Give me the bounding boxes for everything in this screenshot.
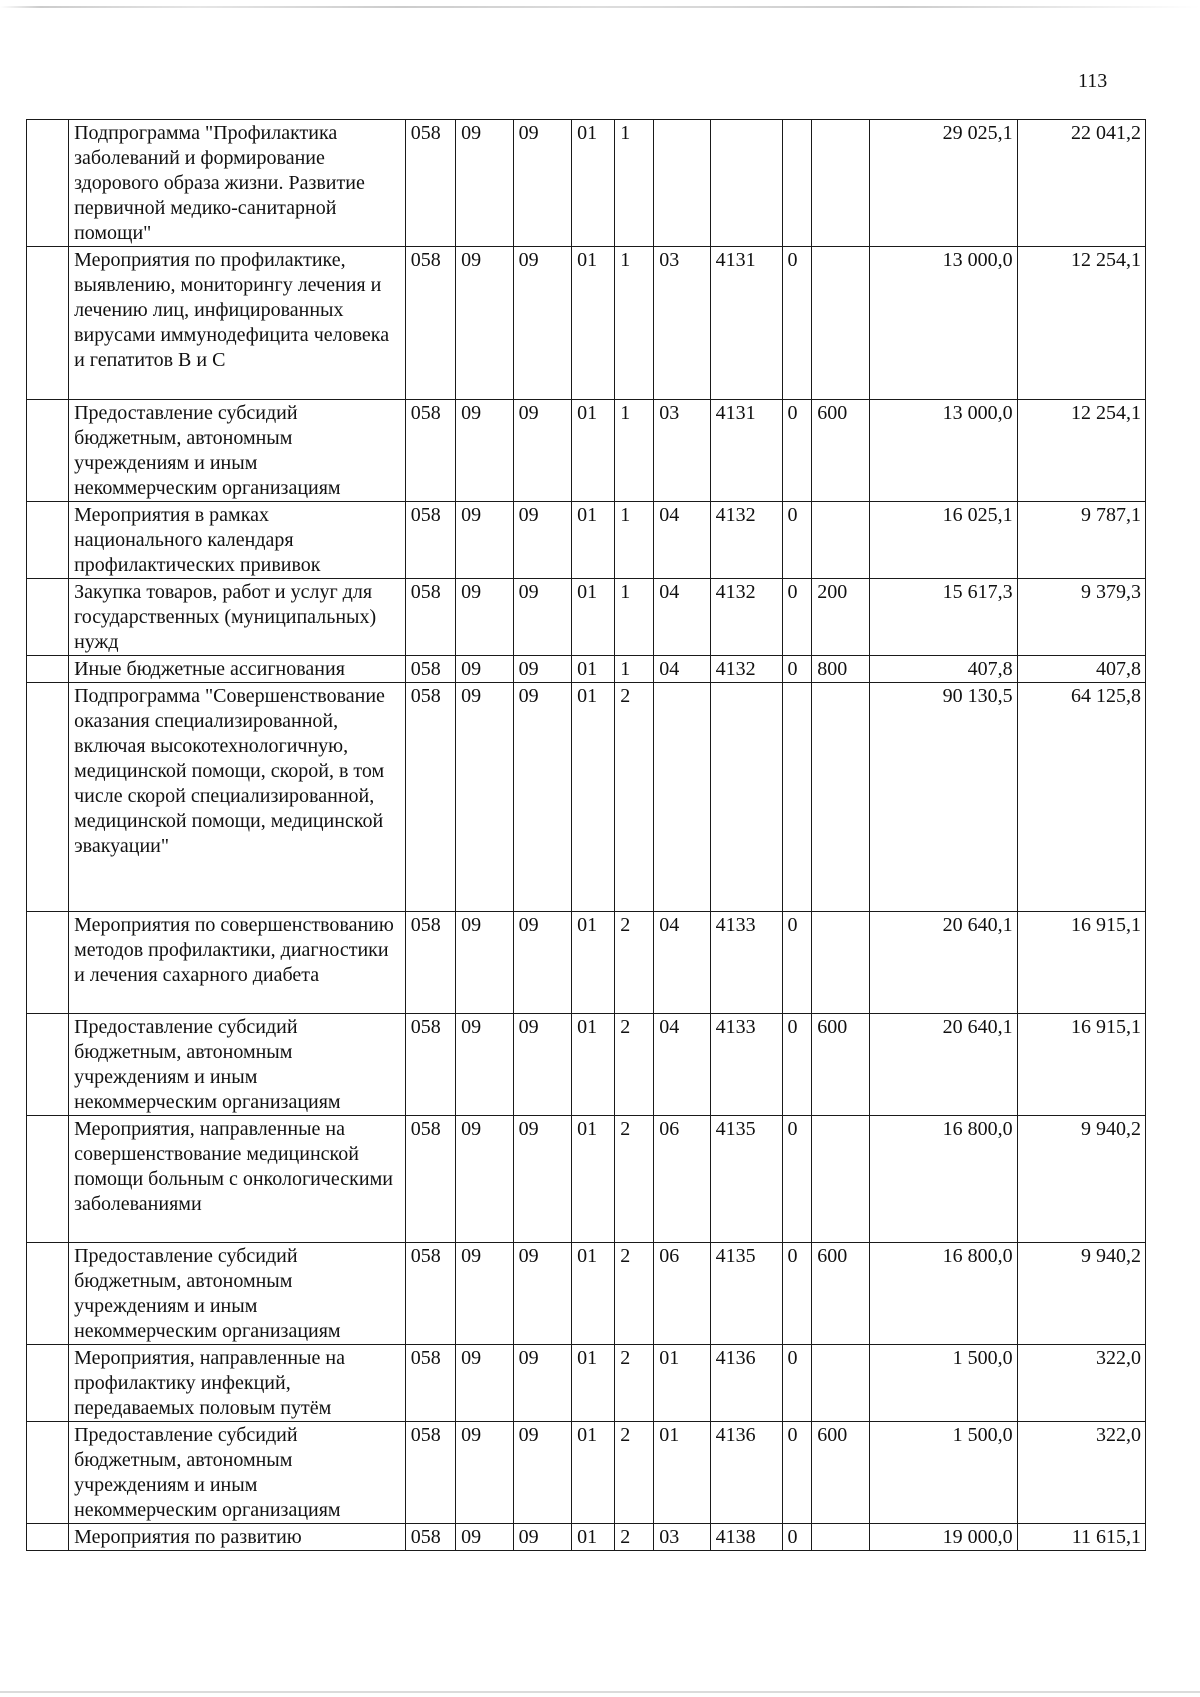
- table-row: [27, 120, 1146, 247]
- extra-code-cell: 0: [782, 502, 812, 579]
- expense-type-cell: [812, 1524, 869, 1551]
- event-code-cell: [654, 683, 710, 912]
- ministry-code-cell: 058: [405, 1524, 455, 1551]
- event-code-cell: 03: [654, 247, 710, 400]
- expense-type-cell: [812, 912, 869, 1014]
- amount-executed-cell: 64 125,8: [1017, 683, 1145, 912]
- direction-code-cell: 4136: [710, 1345, 782, 1422]
- expense-type-cell: [812, 120, 869, 247]
- amount-planned-cell: 13 000,0: [869, 247, 1017, 400]
- extra-code-cell: 0: [782, 1014, 812, 1116]
- row-number-cell: [27, 912, 69, 1014]
- row-name-cell: Мероприятия, направленные на совершенствование медицинской помощи больным с онкологическими заболеваниями: [69, 1116, 406, 1243]
- program-code-cell: 01: [572, 912, 615, 1014]
- expense-type-cell: [812, 502, 869, 579]
- expense-type-cell: 200: [812, 579, 869, 656]
- table-row: [27, 1345, 1146, 1422]
- subprogram-code-cell: 1: [615, 579, 654, 656]
- table-row: [27, 1243, 1146, 1345]
- amount-planned-cell: 90 130,5: [869, 683, 1017, 912]
- direction-code-cell: 4132: [710, 502, 782, 579]
- subsection-code-cell: 09: [513, 1116, 572, 1243]
- row-name-cell: Мероприятия по развитию: [69, 1524, 406, 1551]
- subprogram-code-cell: 2: [615, 683, 654, 912]
- amount-planned-cell: 16 025,1: [869, 502, 1017, 579]
- scan-bottom-edge: [0, 1691, 1200, 1693]
- subprogram-code-cell: 2: [615, 1243, 654, 1345]
- ministry-code-cell: 058: [405, 579, 455, 656]
- expense-type-cell: [812, 683, 869, 912]
- amount-executed-cell: 322,0: [1017, 1422, 1145, 1524]
- event-code-cell: 04: [654, 656, 710, 683]
- subprogram-code-cell: 2: [615, 1524, 654, 1551]
- row-number-cell: [27, 400, 69, 502]
- table-row: [27, 1014, 1146, 1116]
- expense-type-cell: [812, 247, 869, 400]
- table-row: [27, 1422, 1146, 1524]
- row-number-cell: [27, 1014, 69, 1116]
- row-name-cell: Подпрограмма "Совершенствование оказания специализированной, включая высокотехнологичную, медицинской помощи, скорой, в том числе скорой специализированной, медицинской помощи, медицинской эвакуации": [69, 683, 406, 912]
- row-number-cell: [27, 1524, 69, 1551]
- event-code-cell: 06: [654, 1116, 710, 1243]
- section-code-cell: 09: [456, 1422, 513, 1524]
- expense-type-cell: 600: [812, 400, 869, 502]
- direction-code-cell: 4138: [710, 1524, 782, 1551]
- ministry-code-cell: 058: [405, 1345, 455, 1422]
- subsection-code-cell: 09: [513, 912, 572, 1014]
- ministry-code-cell: 058: [405, 683, 455, 912]
- expense-type-cell: 600: [812, 1014, 869, 1116]
- program-code-cell: 01: [572, 579, 615, 656]
- table-row: [27, 1116, 1146, 1243]
- direction-code-cell: 4135: [710, 1243, 782, 1345]
- expense-type-cell: [812, 1345, 869, 1422]
- extra-code-cell: 0: [782, 912, 812, 1014]
- section-code-cell: 09: [456, 502, 513, 579]
- direction-code-cell: 4132: [710, 579, 782, 656]
- amount-executed-cell: 22 041,2: [1017, 120, 1145, 247]
- row-name-cell: Предоставление субсидий бюджетным, автономным учреждениям и иным некоммерческим организациям: [69, 1014, 406, 1116]
- extra-code-cell: 0: [782, 1345, 812, 1422]
- table-row: [27, 1524, 1146, 1551]
- amount-planned-cell: 407,8: [869, 656, 1017, 683]
- direction-code-cell: [710, 120, 782, 247]
- extra-code-cell: 0: [782, 579, 812, 656]
- extra-code-cell: [782, 120, 812, 247]
- subsection-code-cell: 09: [513, 1422, 572, 1524]
- row-name-cell: Мероприятия в рамках национального календаря профилактических прививок: [69, 502, 406, 579]
- section-code-cell: 09: [456, 683, 513, 912]
- direction-code-cell: 4132: [710, 656, 782, 683]
- amount-executed-cell: 9 940,2: [1017, 1116, 1145, 1243]
- ministry-code-cell: 058: [405, 656, 455, 683]
- row-number-cell: [27, 1422, 69, 1524]
- direction-code-cell: [710, 683, 782, 912]
- ministry-code-cell: 058: [405, 502, 455, 579]
- row-name-cell: Предоставление субсидий бюджетным, автономным учреждениям и иным некоммерческим организациям: [69, 400, 406, 502]
- row-number-cell: [27, 120, 69, 247]
- event-code-cell: 06: [654, 1243, 710, 1345]
- expense-type-cell: 600: [812, 1243, 869, 1345]
- amount-executed-cell: 9 379,3: [1017, 579, 1145, 656]
- extra-code-cell: 0: [782, 1524, 812, 1551]
- subprogram-code-cell: 1: [615, 656, 654, 683]
- program-code-cell: 01: [572, 1524, 615, 1551]
- section-code-cell: 09: [456, 400, 513, 502]
- subsection-code-cell: 09: [513, 1014, 572, 1116]
- program-code-cell: 01: [572, 1116, 615, 1243]
- program-code-cell: 01: [572, 1243, 615, 1345]
- program-code-cell: 01: [572, 1345, 615, 1422]
- table-row: [27, 400, 1146, 502]
- section-code-cell: 09: [456, 1116, 513, 1243]
- row-number-cell: [27, 502, 69, 579]
- amount-executed-cell: 16 915,1: [1017, 1014, 1145, 1116]
- extra-code-cell: 0: [782, 400, 812, 502]
- amount-executed-cell: 9 787,1: [1017, 502, 1145, 579]
- amount-planned-cell: 16 800,0: [869, 1243, 1017, 1345]
- ministry-code-cell: 058: [405, 1422, 455, 1524]
- section-code-cell: 09: [456, 1345, 513, 1422]
- event-code-cell: 04: [654, 579, 710, 656]
- subsection-code-cell: 09: [513, 1524, 572, 1551]
- ministry-code-cell: 058: [405, 120, 455, 247]
- section-code-cell: 09: [456, 1524, 513, 1551]
- event-code-cell: [654, 120, 710, 247]
- ministry-code-cell: 058: [405, 912, 455, 1014]
- event-code-cell: 01: [654, 1422, 710, 1524]
- amount-executed-cell: 12 254,1: [1017, 400, 1145, 502]
- subsection-code-cell: 09: [513, 579, 572, 656]
- table-row: [27, 683, 1146, 912]
- subprogram-code-cell: 2: [615, 912, 654, 1014]
- section-code-cell: 09: [456, 120, 513, 247]
- extra-code-cell: 0: [782, 1116, 812, 1243]
- extra-code-cell: 0: [782, 1243, 812, 1345]
- section-code-cell: 09: [456, 247, 513, 400]
- table-row: [27, 247, 1146, 400]
- table-row: [27, 579, 1146, 656]
- amount-planned-cell: 15 617,3: [869, 579, 1017, 656]
- amount-executed-cell: 322,0: [1017, 1345, 1145, 1422]
- amount-planned-cell: 1 500,0: [869, 1422, 1017, 1524]
- amount-planned-cell: 20 640,1: [869, 1014, 1017, 1116]
- extra-code-cell: 0: [782, 1422, 812, 1524]
- table-body: [27, 120, 1146, 1551]
- subprogram-code-cell: 2: [615, 1345, 654, 1422]
- subprogram-code-cell: 1: [615, 502, 654, 579]
- section-code-cell: 09: [456, 579, 513, 656]
- event-code-cell: 01: [654, 1345, 710, 1422]
- scan-top-edge: [0, 6, 1200, 8]
- page-number: 113: [1078, 70, 1108, 92]
- amount-planned-cell: 1 500,0: [869, 1345, 1017, 1422]
- subprogram-code-cell: 2: [615, 1422, 654, 1524]
- direction-code-cell: 4133: [710, 912, 782, 1014]
- row-number-cell: [27, 247, 69, 400]
- amount-executed-cell: 16 915,1: [1017, 912, 1145, 1014]
- amount-planned-cell: 19 000,0: [869, 1524, 1017, 1551]
- row-name-cell: Мероприятия по совершенствованию методов профилактики, диагностики и лечения сахарного диабета: [69, 912, 406, 1014]
- subprogram-code-cell: 2: [615, 1014, 654, 1116]
- row-number-cell: [27, 1116, 69, 1243]
- program-code-cell: 01: [572, 683, 615, 912]
- expense-type-cell: 600: [812, 1422, 869, 1524]
- amount-executed-cell: 12 254,1: [1017, 247, 1145, 400]
- subsection-code-cell: 09: [513, 1345, 572, 1422]
- row-number-cell: [27, 683, 69, 912]
- event-code-cell: 04: [654, 502, 710, 579]
- program-code-cell: 01: [572, 1422, 615, 1524]
- ministry-code-cell: 058: [405, 400, 455, 502]
- subprogram-code-cell: 2: [615, 1116, 654, 1243]
- subprogram-code-cell: 1: [615, 247, 654, 400]
- direction-code-cell: 4136: [710, 1422, 782, 1524]
- subprogram-code-cell: 1: [615, 400, 654, 502]
- amount-planned-cell: 16 800,0: [869, 1116, 1017, 1243]
- ministry-code-cell: 058: [405, 1243, 455, 1345]
- extra-code-cell: 0: [782, 656, 812, 683]
- expense-type-cell: [812, 1116, 869, 1243]
- subsection-code-cell: 09: [513, 1243, 572, 1345]
- table-row: [27, 502, 1146, 579]
- row-name-cell: Закупка товаров, работ и услуг для государственных (муниципальных) нужд: [69, 579, 406, 656]
- direction-code-cell: 4133: [710, 1014, 782, 1116]
- program-code-cell: 01: [572, 1014, 615, 1116]
- ministry-code-cell: 058: [405, 1014, 455, 1116]
- subsection-code-cell: 09: [513, 247, 572, 400]
- amount-planned-cell: 29 025,1: [869, 120, 1017, 247]
- table-row: [27, 656, 1146, 683]
- amount-planned-cell: 13 000,0: [869, 400, 1017, 502]
- budget-table: [26, 119, 1146, 1551]
- event-code-cell: 04: [654, 912, 710, 1014]
- program-code-cell: 01: [572, 656, 615, 683]
- amount-executed-cell: 407,8: [1017, 656, 1145, 683]
- amount-executed-cell: 9 940,2: [1017, 1243, 1145, 1345]
- expense-type-cell: 800: [812, 656, 869, 683]
- event-code-cell: 03: [654, 1524, 710, 1551]
- subsection-code-cell: 09: [513, 502, 572, 579]
- program-code-cell: 01: [572, 400, 615, 502]
- direction-code-cell: 4135: [710, 1116, 782, 1243]
- program-code-cell: 01: [572, 502, 615, 579]
- row-name-cell: Мероприятия по профилактике, выявлению, мониторингу лечения и лечению лиц, инфицированных вирусами иммунодефицита человека и гепатитов В и С: [69, 247, 406, 400]
- subsection-code-cell: 09: [513, 656, 572, 683]
- direction-code-cell: 4131: [710, 247, 782, 400]
- ministry-code-cell: 058: [405, 247, 455, 400]
- section-code-cell: 09: [456, 1243, 513, 1345]
- event-code-cell: 03: [654, 400, 710, 502]
- ministry-code-cell: 058: [405, 1116, 455, 1243]
- table-row: [27, 912, 1146, 1014]
- subsection-code-cell: 09: [513, 683, 572, 912]
- section-code-cell: 09: [456, 912, 513, 1014]
- extra-code-cell: [782, 683, 812, 912]
- row-name-cell: Мероприятия, направленные на профилактику инфекций, передаваемых половым путём: [69, 1345, 406, 1422]
- direction-code-cell: 4131: [710, 400, 782, 502]
- row-number-cell: [27, 579, 69, 656]
- row-number-cell: [27, 1243, 69, 1345]
- row-number-cell: [27, 656, 69, 683]
- extra-code-cell: 0: [782, 247, 812, 400]
- amount-executed-cell: 11 615,1: [1017, 1524, 1145, 1551]
- event-code-cell: 04: [654, 1014, 710, 1116]
- row-number-cell: [27, 1345, 69, 1422]
- row-name-cell: Предоставление субсидий бюджетным, автономным учреждениям и иным некоммерческим организациям: [69, 1422, 406, 1524]
- section-code-cell: 09: [456, 656, 513, 683]
- row-name-cell: Подпрограмма "Профилактика заболеваний и формирование здорового образа жизни. Развитие первичной медико-санитарной помощи": [69, 120, 406, 247]
- section-code-cell: 09: [456, 1014, 513, 1116]
- program-code-cell: 01: [572, 120, 615, 247]
- program-code-cell: 01: [572, 247, 615, 400]
- row-name-cell: Иные бюджетные ассигнования: [69, 656, 406, 683]
- subsection-code-cell: 09: [513, 400, 572, 502]
- subprogram-code-cell: 1: [615, 120, 654, 247]
- amount-planned-cell: 20 640,1: [869, 912, 1017, 1014]
- row-name-cell: Предоставление субсидий бюджетным, автономным учреждениям и иным некоммерческим организациям: [69, 1243, 406, 1345]
- subsection-code-cell: 09: [513, 120, 572, 247]
